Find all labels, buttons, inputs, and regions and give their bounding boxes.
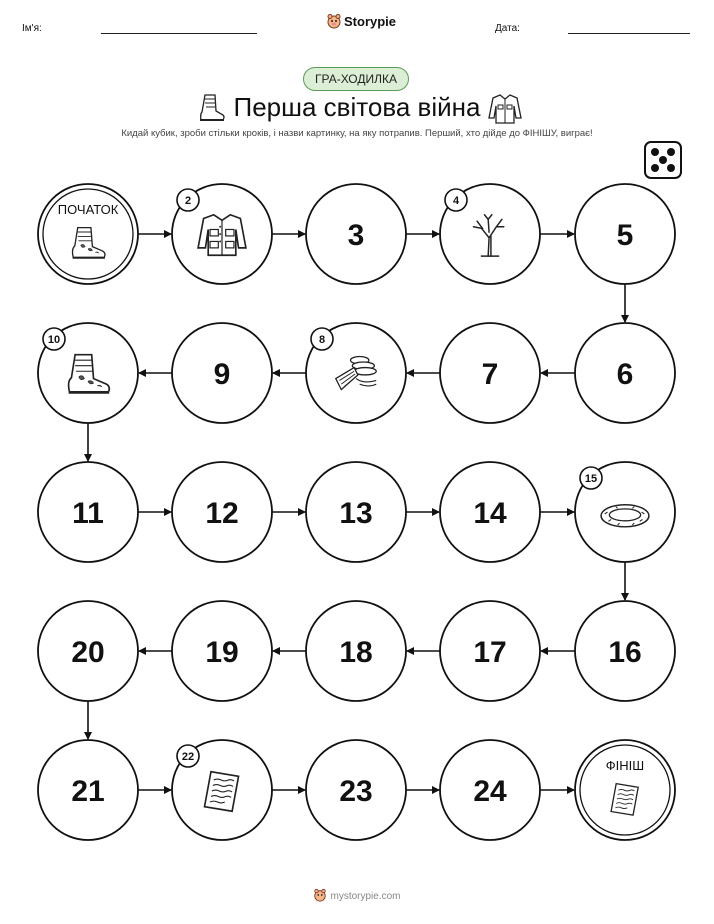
board-cell-14 <box>440 462 540 562</box>
board-cell-16 <box>575 601 675 701</box>
name-label: Ім'я: <box>22 23 42 34</box>
cell-number: 12 <box>205 497 239 530</box>
cell-number: 14 <box>473 497 507 530</box>
cell-number: 2 <box>184 195 192 207</box>
cell-number: 23 <box>339 775 373 808</box>
start-label: ПОЧАТОК <box>57 202 119 217</box>
cell-number: 5 <box>616 219 634 252</box>
date-label: Дата: <box>495 23 520 34</box>
board-cell-24 <box>440 740 540 840</box>
cell-number: 8 <box>318 334 326 346</box>
board-cell-10 <box>38 323 138 423</box>
cell-number: 20 <box>71 636 105 669</box>
board-cell-23 <box>306 740 406 840</box>
board-cell-22 <box>172 740 272 840</box>
cell-number: 21 <box>71 775 105 808</box>
cell-number: 4 <box>452 195 460 207</box>
board-cell-11 <box>38 462 138 562</box>
cell-number: 7 <box>481 358 499 391</box>
game-type-badge: ГРА-ХОДИЛКА <box>303 67 409 91</box>
footer-url: mystorypie.com <box>330 891 401 903</box>
crater-icon <box>601 505 649 527</box>
page-title: Перша світова війна <box>233 92 481 122</box>
cell-number: 15 <box>584 473 598 485</box>
cell-number: 17 <box>473 636 507 669</box>
cell-number: 16 <box>608 636 642 669</box>
cell-number: 3 <box>347 219 365 252</box>
board-cell-21 <box>38 740 138 840</box>
footer-logo-icon <box>313 888 327 905</box>
board-cell-3 <box>306 184 406 284</box>
board-cell-13 <box>306 462 406 562</box>
cell-number: 24 <box>473 775 507 808</box>
cell-number: 6 <box>616 358 634 391</box>
board-cell-8 <box>306 323 406 423</box>
cell-number: 9 <box>213 358 231 391</box>
cell-number: 10 <box>47 334 61 346</box>
cell-number: 19 <box>205 636 239 669</box>
letter-icon <box>611 784 638 816</box>
board-cell-17 <box>440 601 540 701</box>
footer <box>0 888 714 905</box>
board-cell-start <box>38 184 138 284</box>
finish-label: ФІНІШ <box>605 758 645 773</box>
brand-name: Storypie <box>344 14 397 29</box>
cell-number: 11 <box>72 497 104 530</box>
board-cell-finish <box>575 740 675 840</box>
board-cell-7 <box>440 323 540 423</box>
board-cell-6 <box>575 323 675 423</box>
board-cell-12 <box>172 462 272 562</box>
board-cell-18 <box>306 601 406 701</box>
instructions-text: Кидай кубик, зроби стільки кроків, і назви картинку, на яку потрапив. Перший, хто дійде до ФІНІШУ, виграє! <box>121 128 593 139</box>
board-cell-20 <box>38 601 138 701</box>
letter-icon <box>205 772 239 812</box>
cell-number: 13 <box>339 497 373 530</box>
cell-number: 22 <box>181 751 195 763</box>
board-cell-9 <box>172 323 272 423</box>
cell-number: 18 <box>339 636 373 669</box>
board-cell-15 <box>575 462 675 562</box>
board-cell-5 <box>575 184 675 284</box>
board-cell-2 <box>172 184 272 284</box>
board-cell-4 <box>440 184 540 284</box>
board-cell-19 <box>172 601 272 701</box>
